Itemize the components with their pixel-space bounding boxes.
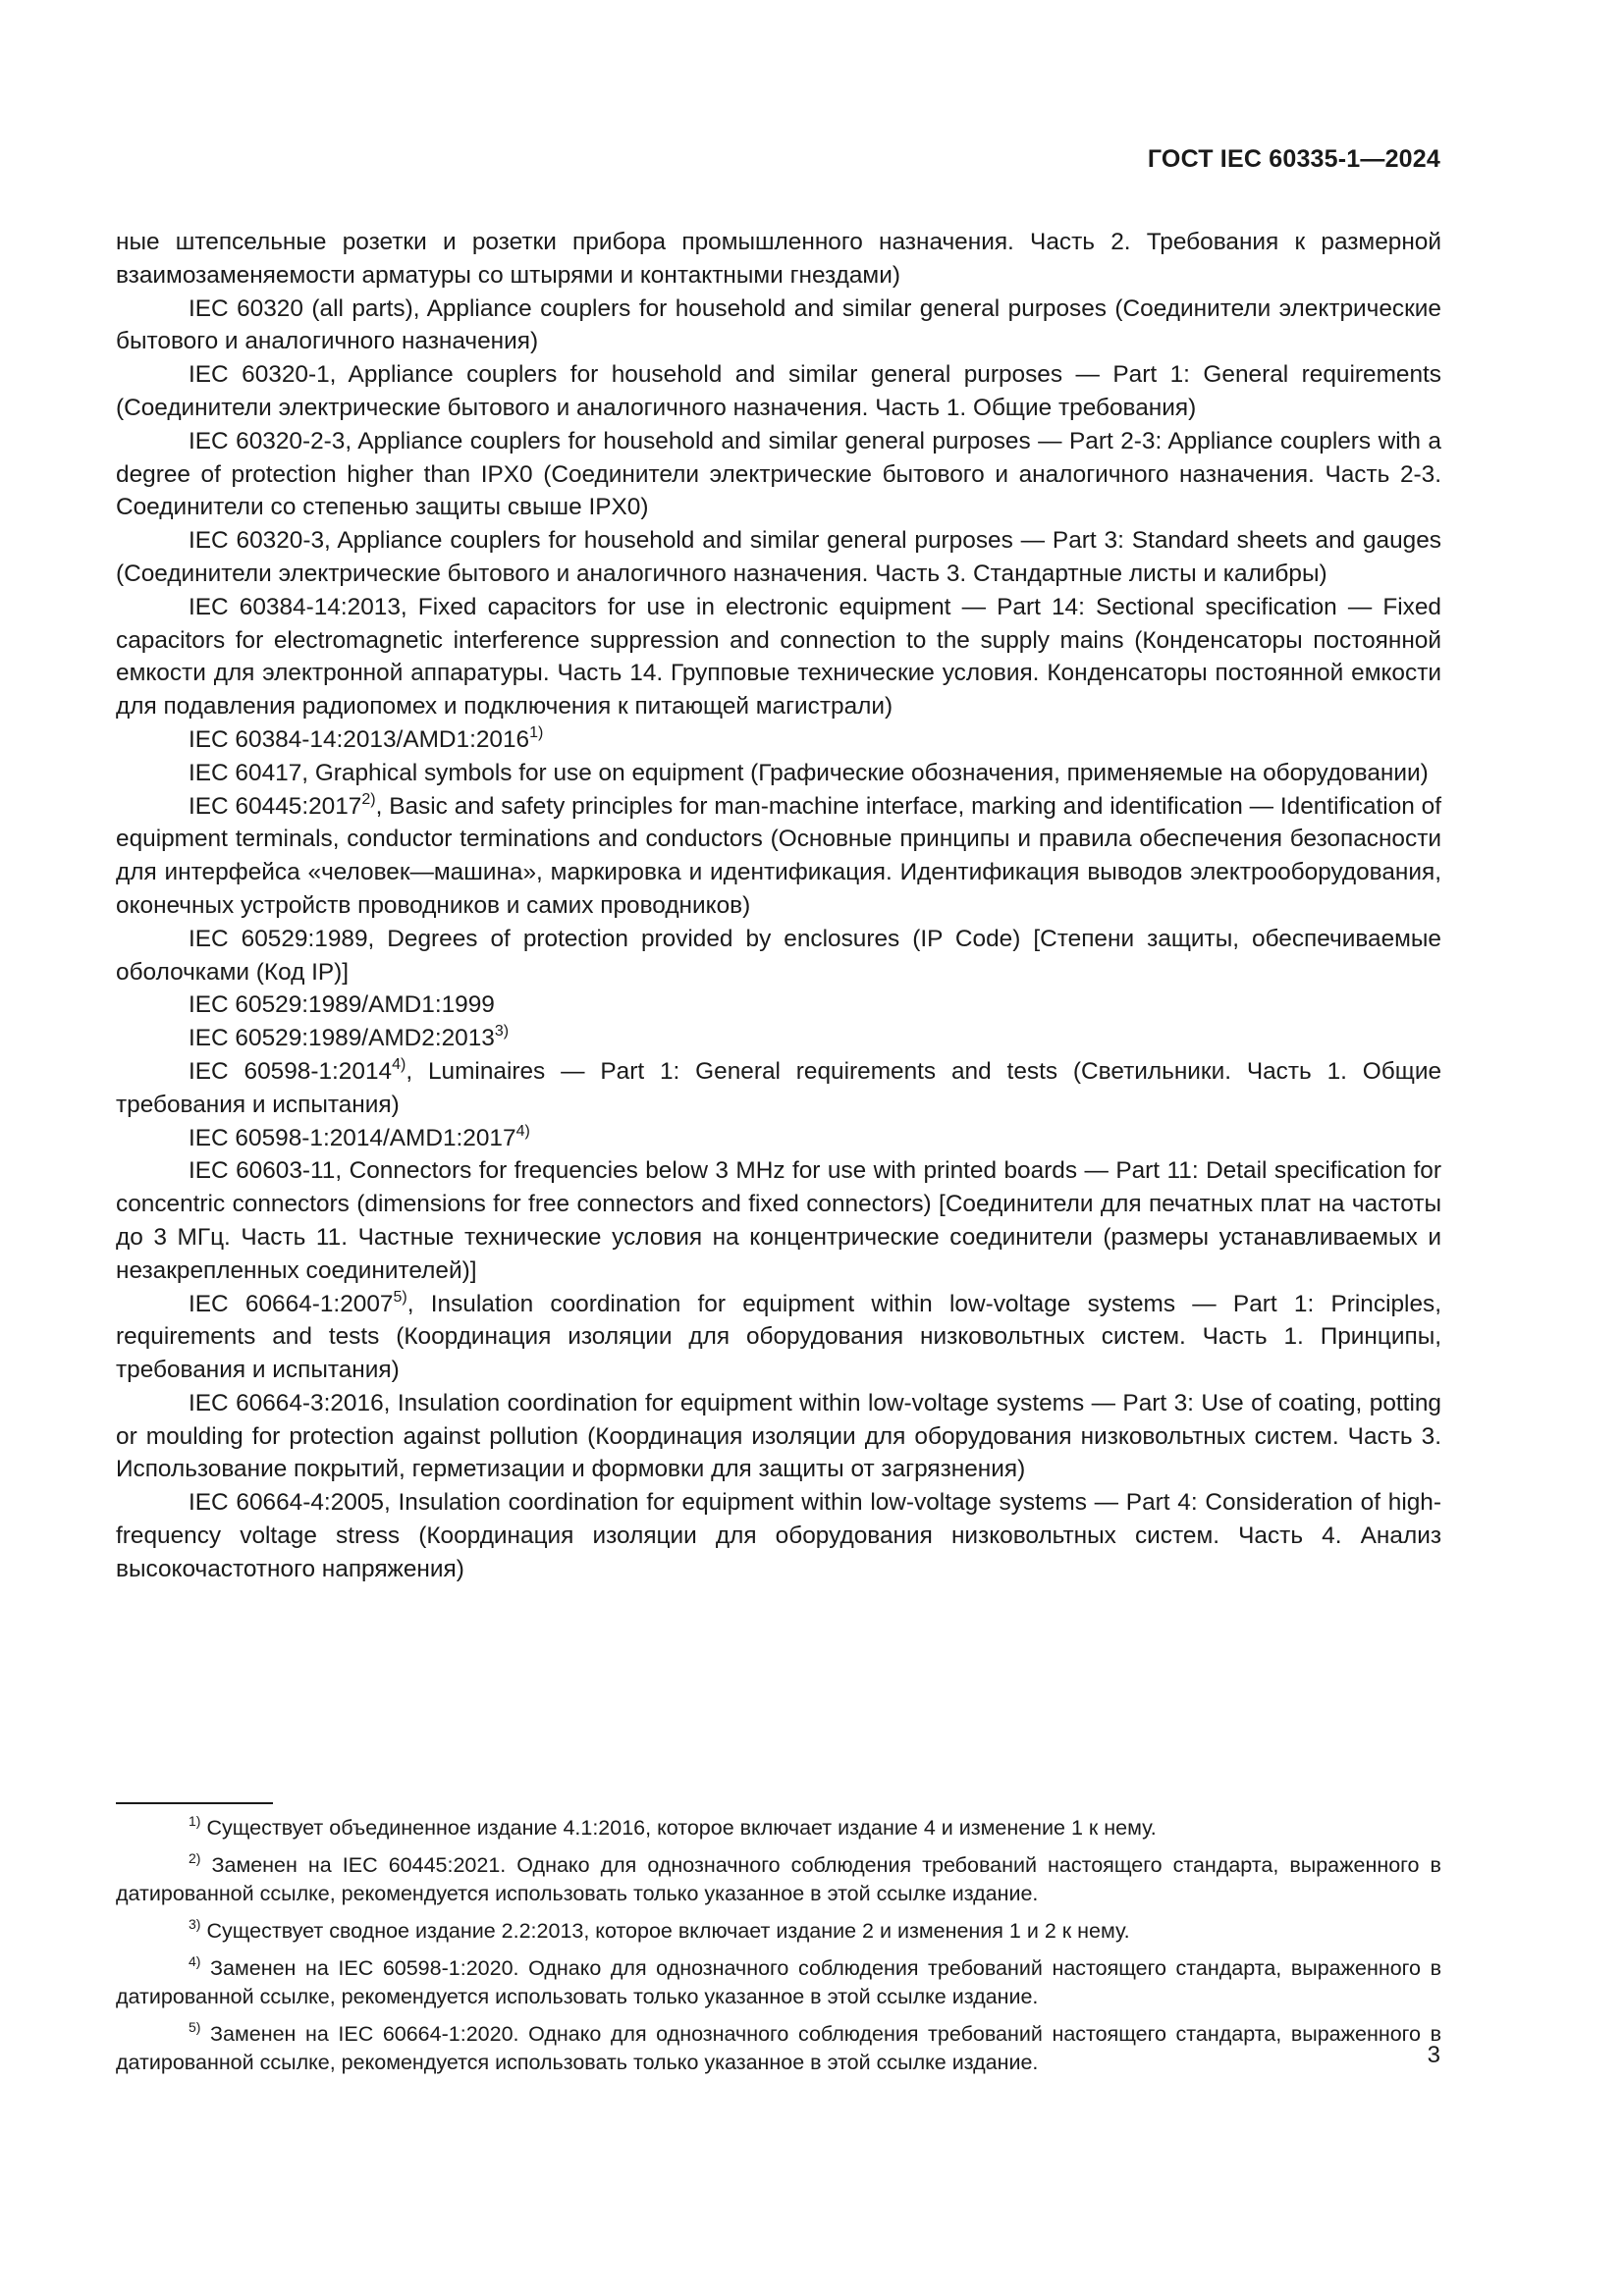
reference-text: IEC 60598-1:2014/AMD1:2017 bbox=[189, 1124, 516, 1151]
footnote-text: Существует сводное издание 2.2:2013, которое включает издание 2 и изменения 1 и 2 к нему. bbox=[206, 1919, 1130, 1943]
footnote-marker: 5) bbox=[393, 1288, 407, 1306]
footnote-text: Заменен на IEC 60598-1:2020. Однако для однозначного соблюдения требований настоящего стандарта, выраженного в датированной ссылке, рекомендуется использовать только указанное в этой ссылке издание. bbox=[116, 1956, 1441, 2008]
footnote-item bbox=[116, 2020, 1441, 2077]
footnote-mark: 4) bbox=[189, 1953, 201, 1969]
reference-iec-60664-3: IEC 60664-3:2016, Insulation coordination for equipment within low-voltage systems — Part 3: Use of coating, potting or moulding for protection against pollution (Координация изоляции для оборудования низковольтных систем. Часть 3. Использование покрытий, герметизации и формовки для защиты от загрязнения) bbox=[116, 1389, 1441, 1483]
footnotes bbox=[116, 1814, 1441, 2086]
document-header: ГОСТ IEC 60335-1—2024 bbox=[1147, 145, 1440, 173]
reference-iec-60529-amd1: IEC 60529:1989/AMD1:1999 bbox=[189, 991, 495, 1019]
reference-text: , Insulation coordination for equipment within low-voltage systems — Part 1: Principles, requirements and tests (Координация изоляции для оборудования низковольтных систем. Часть 1. Принципы, требования и испытания) bbox=[116, 1290, 1442, 1384]
reference-iec-60598-1 bbox=[116, 1055, 1441, 1122]
reference-iec-60320-3: IEC 60320-3, Appliance couplers for household and similar general purposes — Part 3: Standard sheets and gauges (Соединители электрические бытового и аналогичного назначения. Часть 3. Стандартные листы и калибры) bbox=[116, 527, 1441, 587]
footnote-mark: 2) bbox=[189, 1850, 201, 1866]
footnote-marker: 2) bbox=[361, 790, 376, 808]
footnote-marker: 4) bbox=[392, 1055, 406, 1073]
reference-code: IEC 60598-1:2014 bbox=[189, 1057, 393, 1085]
page-number: 3 bbox=[1427, 2042, 1440, 2068]
reference-iec-60664-1 bbox=[116, 1288, 1441, 1387]
reference-iec-60445 bbox=[116, 790, 1441, 923]
reference-iec-60384-14: IEC 60384-14:2013, Fixed capacitors for use in electronic equipment — Part 14: Sectional specification — Fixed capacitors for electromagnetic interference suppression and connection to the supply mains (Конденсаторы постоянной емкости для электронной аппаратуры. Часть 14. Групповые технические условия. Конденсаторы постоянной емкости для подавления радиопомех и подключения к питающей магистрали) bbox=[116, 593, 1441, 721]
footnote-mark: 1) bbox=[189, 1813, 201, 1829]
reference-iec-60320-2-3: IEC 60320-2-3, Appliance couplers for household and similar general purposes — Part 2-3: Appliance couplers with a degree of protection higher than IPX0 (Соединители электрические бытового и аналогичного назначения. Часть 2-3. Соединители со степенью защиты свыше IPX0) bbox=[116, 427, 1441, 521]
footnote-text: Заменен на IEC 60664-1:2020. Однако для однозначного соблюдения требований настоящего стандарта, выраженного в датированной ссылке, рекомендуется использовать только указанное в этой ссылке издание. bbox=[116, 2022, 1441, 2074]
reference-code: IEC 60445:2017 bbox=[189, 792, 362, 820]
reference-iec-60384-14-amd1 bbox=[116, 723, 1441, 757]
reference-iec-60529-amd2 bbox=[116, 1022, 1441, 1055]
footnote-mark: 5) bbox=[189, 2019, 201, 2035]
reference-continuation: ные штепсельные розетки и розетки прибора промышленного назначения. Часть 2. Требования к размерной взаимозаменяемости арматуры со штырями и контактными гнездами) bbox=[116, 229, 1441, 289]
normative-references-list bbox=[116, 226, 1441, 1586]
reference-iec-60603-11: IEC 60603-11, Connectors for frequencies below 3 MHz for use with printed boards — Part 11: Detail specification for concentric connectors (dimensions for free connectors and fixed connectors) [Соединители для печатных плат на частоты до 3 МГц. Часть 11. Частные технические условия на концентрические соединители (размеры устанавливаемых и незакрепленных соединителей)] bbox=[116, 1157, 1441, 1284]
reference-iec-60664-4: IEC 60664-4:2005, Insulation coordination for equipment within low-voltage systems — Part 4: Consideration of high-frequency voltage stress (Координация изоляции для оборудования низковольтных систем. Часть 4. Анализ высокочастотного напряжения) bbox=[116, 1489, 1441, 1582]
footnote-text: Заменен на IEC 60445:2021. Однако для однозначного соблюдения требований настоящего стандарта, выраженного в датированной ссылке, рекомендуется использовать только указанное в этой ссылке издание. bbox=[116, 1853, 1441, 1905]
reference-text: , Basic and safety principles for man-machine interface, marking and identification — Identification of equipment terminals, conductor terminations and conductors (Основные принципы и правила обеспечения безопасности для интерфейса «человек—машина», маркировка и идентификация. Идентификация выводов электрооборудования, оконечных устройств проводников и самих проводников) bbox=[116, 792, 1442, 919]
reference-text: IEC 60384-14:2013/AMD1:2016 bbox=[189, 725, 530, 753]
footnote-mark: 3) bbox=[189, 1916, 201, 1932]
footnote-marker: 3) bbox=[494, 1023, 510, 1041]
footnote-marker: 1) bbox=[529, 723, 544, 741]
reference-text: , Luminaires — Part 1: General requirements and tests (Светильники. Часть 1. Общие требования и испытания) bbox=[116, 1057, 1442, 1118]
reference-iec-60417: IEC 60417, Graphical symbols for use on equipment (Графические обозначения, применяемые на оборудовании) bbox=[189, 759, 1429, 786]
footnote-item bbox=[116, 1954, 1441, 2011]
reference-iec-60320: IEC 60320 (all parts), Appliance couplers for household and similar general purposes (Соединители электрические бытового и аналогичного назначения) bbox=[116, 294, 1441, 355]
footnote-item bbox=[116, 1851, 1441, 1908]
footnote-item bbox=[116, 1814, 1441, 1842]
reference-iec-60598-1-amd1 bbox=[116, 1122, 1441, 1155]
footnote-item bbox=[116, 1917, 1441, 1946]
reference-text: IEC 60529:1989/AMD2:2013 bbox=[189, 1025, 495, 1052]
reference-code: IEC 60664-1:2007 bbox=[189, 1290, 394, 1317]
reference-iec-60320-1: IEC 60320-1, Appliance couplers for household and similar general purposes — Part 1: General requirements (Соединители электрические бытового и аналогичного назначения. Часть 1. Общие требования) bbox=[116, 361, 1441, 421]
reference-iec-60529: IEC 60529:1989, Degrees of protection provided by enclosures (IP Code) [Степени защиты, обеспечиваемые оболочками (Код IP)] bbox=[116, 925, 1441, 986]
footnote-separator bbox=[116, 1802, 273, 1804]
footnote-text: Существует объединенное издание 4.1:2016, которое включает издание 4 и изменение 1 к нему. bbox=[206, 1816, 1157, 1840]
footnote-marker: 4) bbox=[515, 1122, 530, 1140]
